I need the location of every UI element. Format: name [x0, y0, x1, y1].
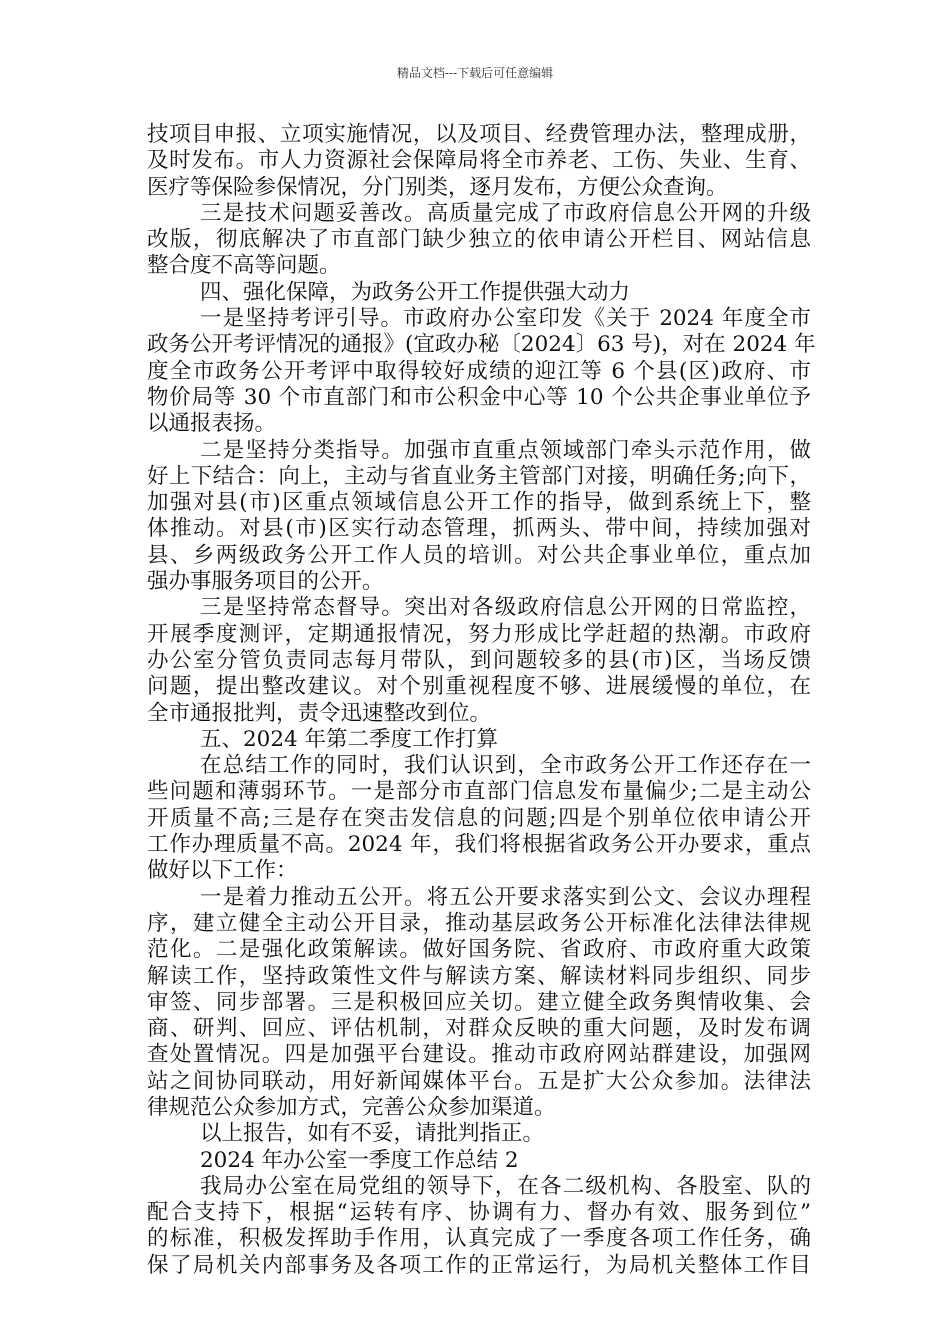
- text-line: 站之间协同联动，用好新闻媒体平台。五是扩大公众参加。法律法: [147, 1068, 811, 1094]
- text-line: 解读工作，坚持政策性文件与解读方案、解读材料同步组织、同步: [147, 963, 811, 989]
- paragraph-start: 一是坚持考评引导。市政府办公室印发《关于 2024 年度全市: [200, 306, 811, 332]
- paragraph-start: 三是技术问题妥善改。高质量完成了市政府信息公开网的升级: [200, 200, 811, 226]
- paragraph-start: 二是坚持分类指导。加强市直重点领域部门牵头示范作用，做: [200, 437, 811, 463]
- text-line: 好上下结合：向上，主动与省直业务主管部门对接，明确任务;向下，: [147, 463, 811, 489]
- text-line: 以通报表扬。: [147, 411, 277, 437]
- text-line: 改版，彻底解决了市直部门缺少独立的依申请公开栏目、网站信息: [147, 227, 811, 253]
- text-line: 整合度不高等问题。: [147, 253, 341, 279]
- text-line: 物价局等 30 个市直部门和市公积金中心等 10 个公共企事业单位予: [147, 384, 811, 410]
- text-line: 强办事服务项目的公开。: [147, 569, 384, 595]
- paragraph-start: 以上报告，如有不妥，请批判指正。: [200, 1121, 545, 1147]
- text-line: 审签、同步部署。三是积极回应关切。建立健全政务舆情收集、会: [147, 989, 811, 1015]
- text-line: 全市通报批判，责令迅速整改到位。: [147, 700, 492, 726]
- text-line: 政务公开考评情况的通报》(宜政办秘〔2024〕63 号)，对在 2024 年: [147, 332, 816, 358]
- text-line: 医疗等保险参保情况，分门别类，逐月发布，方便公众查询。: [147, 174, 728, 200]
- text-line: 查处置情况。四是加强平台建设。推动市政府网站群建设，加强网: [147, 1042, 811, 1068]
- text-line: 县、乡两级政务公开工作人员的培训。对公共企事业单位，重点加: [147, 542, 811, 568]
- paragraph-start: 一是着力推动五公开。将五公开要求落实到公文、会议办理程: [200, 884, 811, 910]
- text-line: 工作办理质量不高。2024 年，我们将根据省政务公开办要求，重点: [147, 832, 811, 858]
- paragraph-start: 三是坚持常态督导。突出对各级政府信息公开网的日常监控，: [200, 595, 811, 621]
- document-body: [147, 122, 816, 1279]
- text-line: 范化。二是强化政策解读。做好国务院、省政府、市政府重大政策: [147, 937, 811, 963]
- text-line: 的标准，积极发挥助手作用，认真完成了一季度各项工作任务，确: [147, 1226, 811, 1252]
- section-title: 2024 年办公室一季度工作总结 2: [200, 1147, 519, 1173]
- text-line: 些问题和薄弱环节。一是部分市直部门信息发布量偏少;二是主动公: [147, 779, 811, 805]
- paragraph-start: 我局办公室在局党组的领导下，在各二级机构、各股室、队的: [200, 1173, 811, 1199]
- text-line: 问题，提出整改建议。对个别重视程度不够、进展缓慢的单位，在: [147, 674, 811, 700]
- text-line: 技项目申报、立项实施情况，以及项目、经费管理办法，整理成册，: [147, 122, 811, 147]
- text-line: 开展季度测评，定期通报情况，努力形成比学赶超的热潮。市政府: [147, 621, 811, 647]
- text-line: 保了局机关内部事务及各项工作的正常运行，为局机关整体工作目: [147, 1252, 811, 1278]
- section-heading: 四、强化保障，为政务公开工作提供强大动力: [200, 279, 631, 305]
- text-line: 体推动。对县(市)区实行动态管理，抓两头、带中间，持续加强对: [147, 516, 811, 542]
- text-line: 开质量不高;三是存在突击发信息的问题;四是个别单位依申请公开: [147, 805, 811, 831]
- text-line: 序，建立健全主动公开目录，推动基层政务公开标准化法律法律规: [147, 910, 811, 936]
- text-line: 加强对县(市)区重点领域信息公开工作的指导，做到系统上下，整: [147, 490, 811, 516]
- text-line: 做好以下工作：: [147, 858, 298, 884]
- text-line: 配合支持下，根据“运转有序、协调有力、督办有效、服务到位”: [147, 1200, 811, 1226]
- paragraph-start: 在总结工作的同时，我们认识到，全市政务公开工作还存在一: [200, 753, 811, 779]
- text-line: 律规范公众参加方式，完善公众参加渠道。: [147, 1094, 556, 1120]
- page-header: 精品文档---下载后可任意编辑: [396, 66, 554, 80]
- text-line: 商、研判、回应、评估机制，对群众反映的重大问题，及时发布调: [147, 1016, 811, 1042]
- text-line: 度全市政务公开考评中取得较好成绩的迎江等 6 个县(区)政府、市: [147, 358, 811, 384]
- section-heading: 五、2024 年第二季度工作打算: [200, 726, 499, 752]
- text-line: 及时发布。市人力资源社会保障局将全市养老、工伤、失业、生育、: [147, 148, 811, 174]
- text-line: 办公室分管负责同志每月带队，到问题较多的县(市)区，当场反馈: [147, 647, 811, 673]
